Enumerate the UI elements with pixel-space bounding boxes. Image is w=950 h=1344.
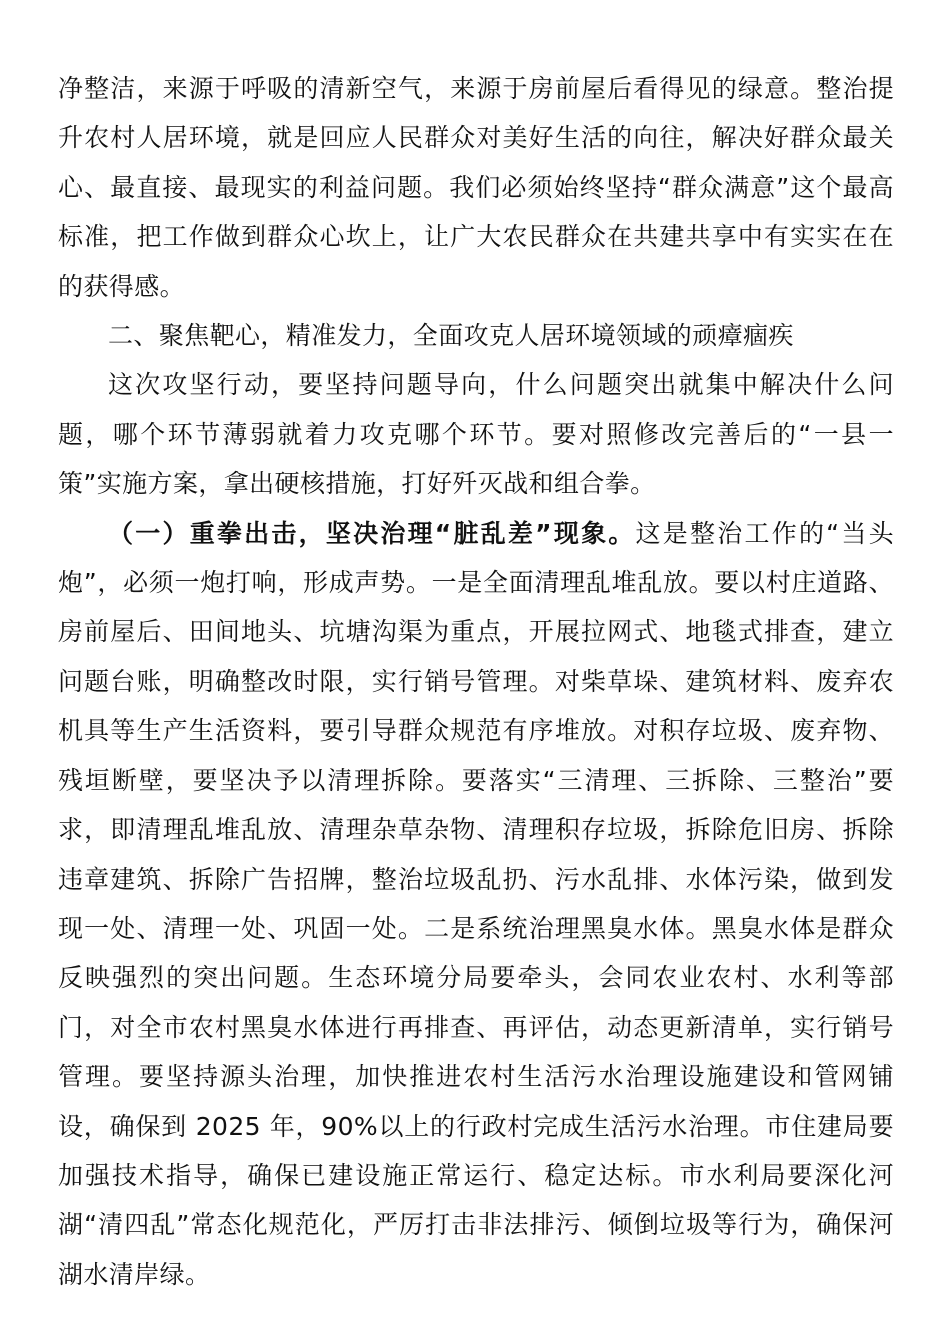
subsection-body: 这是整治工作的“当头炮”，必须一炮打响，形成声势。一是全面清理乱堆乱放。要以村庄道路、房前屋后、田间地头、坑塘沟渠为重点，开展拉网式、地毯式排查，建立问题台账，明确整改时限，实行销号管理。对柴草垛、建筑材料、废弃农机具等生产生活资料，要引导群众规范有序堆放。对积存垃圾、废弃物、残垣断壁，要坚决予以清理拆除。要落实“三清理、三拆除、三整治”要求，即清理乱堆乱放、清理杂草杂物、清理积存垃圾，拆除危旧房、拆除违章建筑、拆除广告招牌，整治垃圾乱扔、污水乱排、水体污染，做到发现一处、清理一处、巩固一处。二是系统治理黑臭水体。黑臭水体是群众反映强烈的突出问题。生态环境分局要牵头，会同农业农村、水利等部门，对全市农村黑臭水体进行再排查、再评估，动态更新清单，实行销号管理。要坚持源头治理，加快推进农村生活污水治理设施建设和管网铺设，确保到 2025 年，90%以上的行政村完成生活污水治理。市住建局要加强技术指导，确保已建设施正常运行、稳定达标。市水利局要深化河湖“清四乱”常态化规范化，严厉打击非法排污、倾倒垃圾等行为，确保河湖水清岸绿。 [58, 518, 895, 1289]
paragraph-subsection-1 [58, 509, 894, 1300]
paragraph-intro: 这次攻坚行动，要坚持问题导向，什么问题突出就集中解决什么问题，哪个环节薄弱就着力攻克哪个环节。要对照修改完善后的“一县一策”实施方案，拿出硬核措施，打好歼灭战和组合拳。 [58, 370, 894, 499]
section-heading: 二、聚焦靶心，精准发力，全面攻克人居环境领域的顽瘴痼疾 [108, 321, 794, 351]
subsection-heading: （一）重拳出击，坚决治理“脏乱差”现象。 [108, 518, 636, 548]
paragraph-continuation: 净整洁，来源于呼吸的清新空气，来源于房前屋后看得见的绿意。整治提升农村人居环境，就是回应人民群众对美好生活的向往，解决好群众最关心、最直接、最现实的利益问题。我们必须始终坚持“群众满意”这个最高标准，把工作做到群众心坎上，让广大农民群众在共建共享中有实实在在的获得感。 [58, 74, 894, 301]
document-page [58, 64, 894, 1299]
